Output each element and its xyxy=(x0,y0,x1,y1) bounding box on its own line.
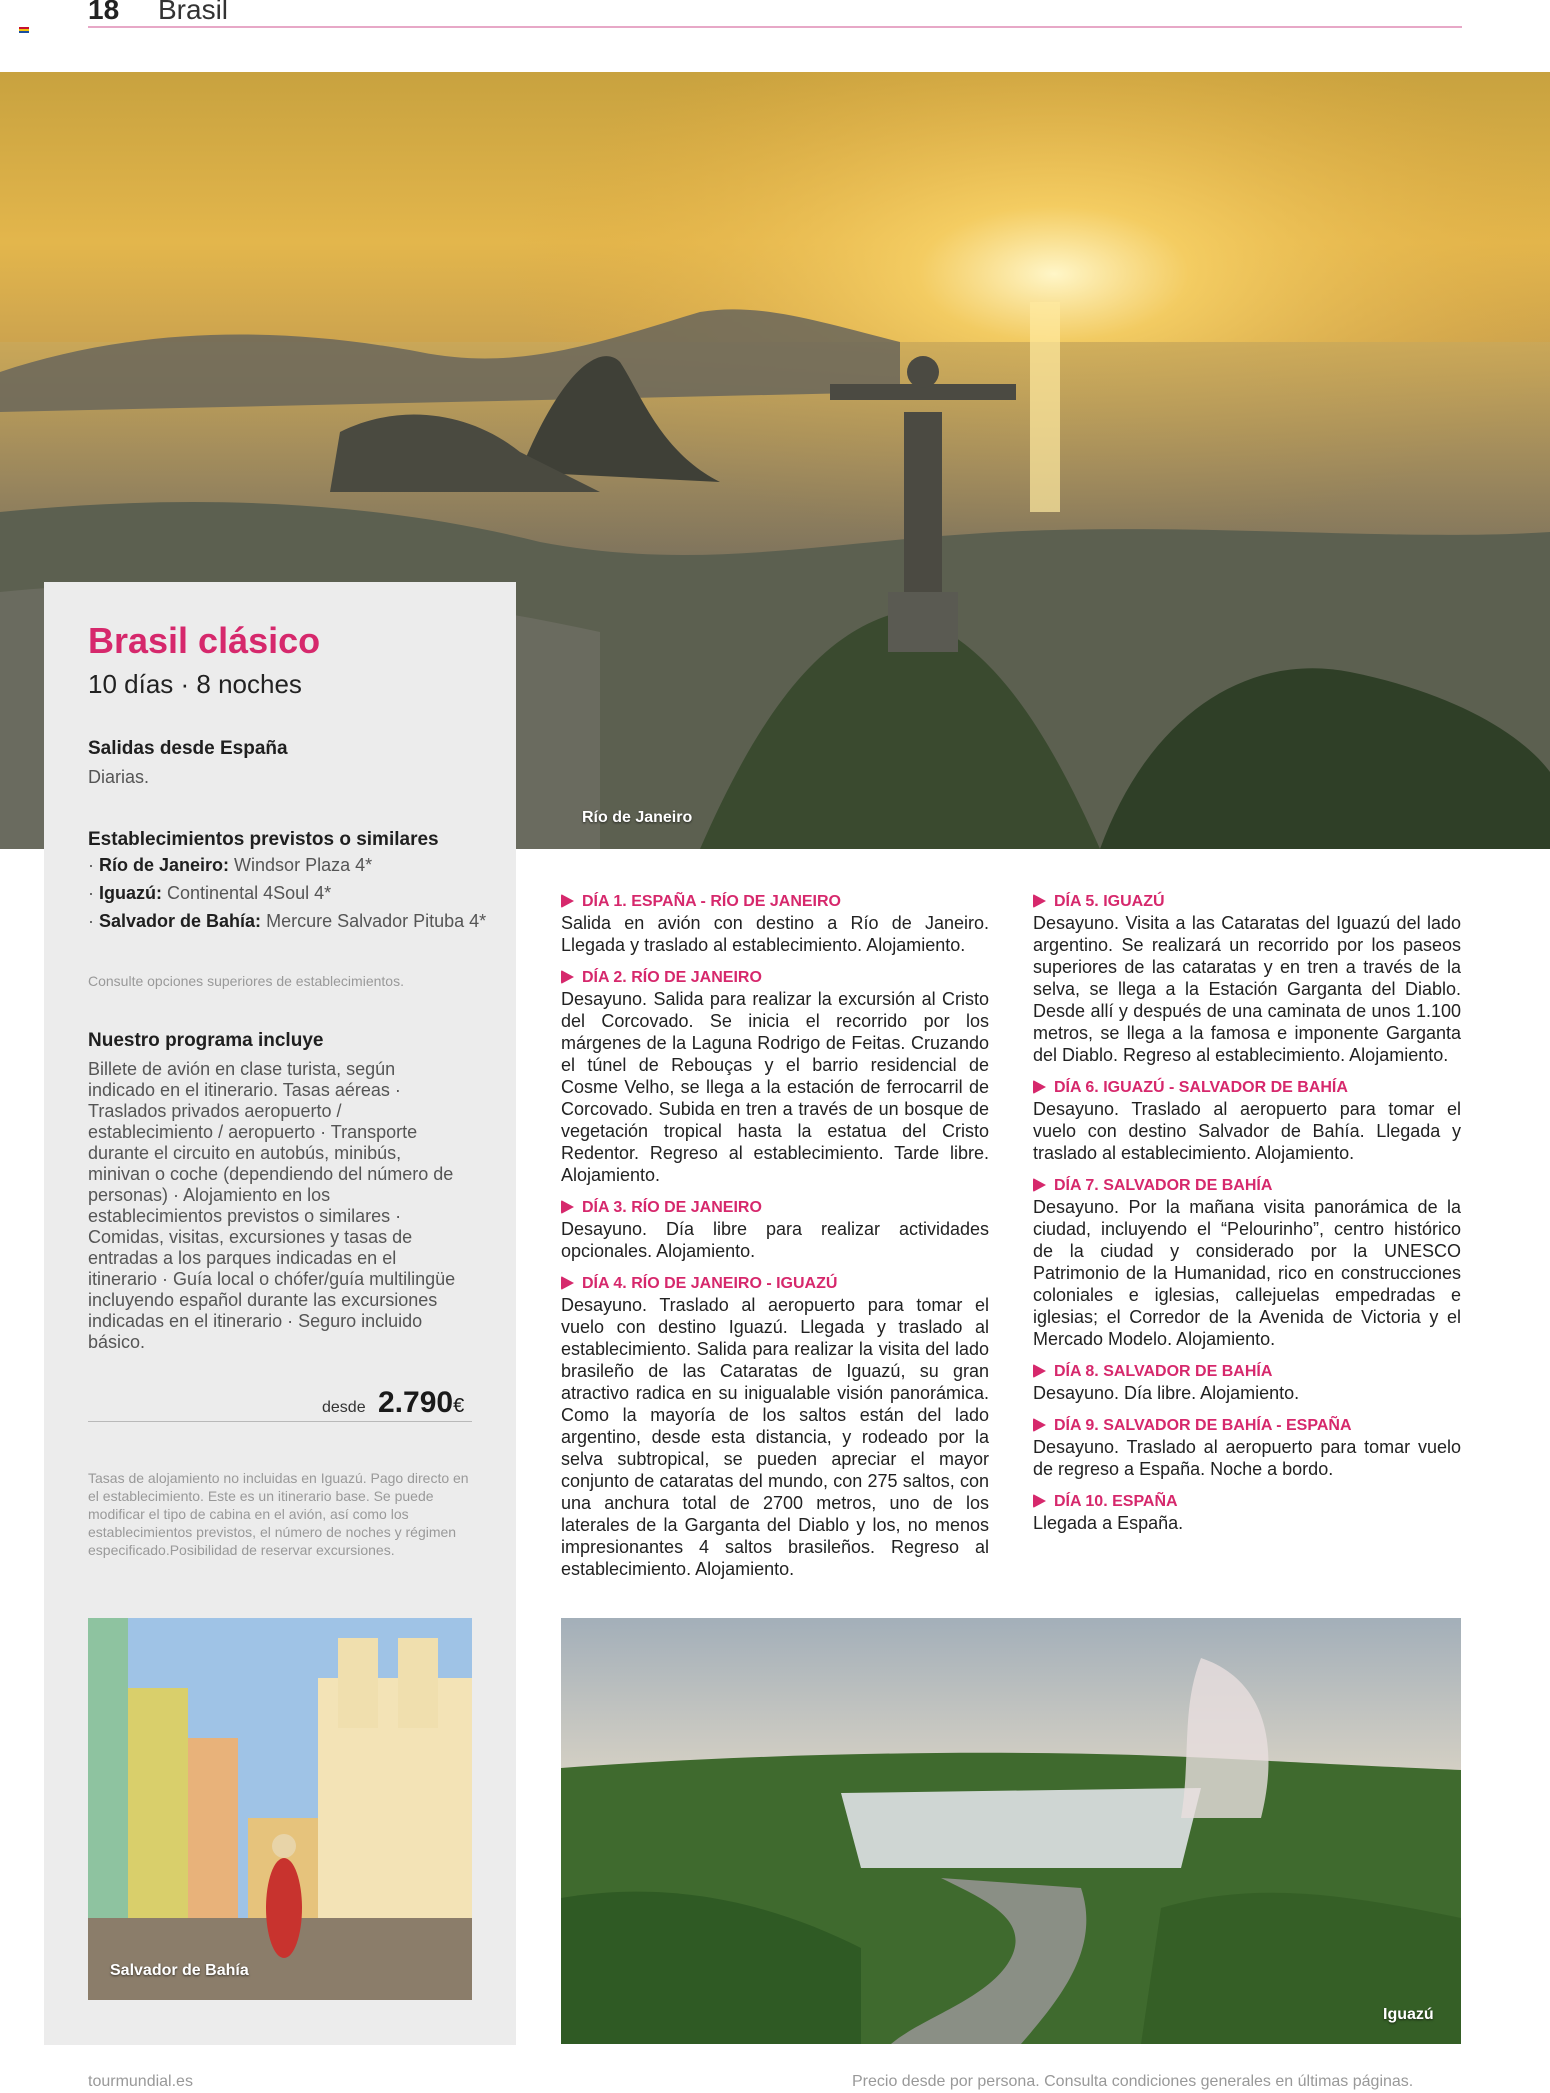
day-description: Salida en avión con destino a Río de Janeiro. Llegada y traslado al establecimiento. Alojamiento. xyxy=(561,913,989,955)
hotel-name: Continental 4Soul 4* xyxy=(167,883,332,903)
itinerary-day xyxy=(1033,1492,1461,1534)
iguazu-photo-caption: Iguazú xyxy=(1383,2006,1434,2023)
includes-heading: Nuestro programa incluye xyxy=(88,1030,324,1051)
day-description: Desayuno. Día libre. Alojamiento. xyxy=(1033,1383,1300,1403)
hotel-city: Iguazú: xyxy=(99,883,162,903)
language-flag-icon xyxy=(19,20,29,26)
day-description: Desayuno. Por la mañana visita panorámica de la ciudad, incluyendo el “Pelourinho”, centro histórico de la ciudad y considerado por la UNESCO Patrimonio de la Humanidad, rico en construcciones coloniales e iglesias, callejuelas empedradas e iglesias; el Corredor de la Avenida de Victoria y el Mercado Modelo. Alojamiento. xyxy=(1033,1197,1461,1349)
departures-heading: Salidas desde España xyxy=(88,738,288,759)
itinerary-day xyxy=(1033,1416,1461,1480)
price-value: 2.790€ xyxy=(378,1386,465,1419)
footer-website-link[interactable]: tourmundial.es xyxy=(88,2073,193,2090)
play-bullet-icon xyxy=(1033,1080,1046,1094)
itinerary-day xyxy=(1033,1078,1461,1164)
trip-title: Brasil clásico xyxy=(88,620,321,661)
photo-salvador-de-bahia xyxy=(88,1618,472,2000)
play-bullet-icon xyxy=(561,1200,574,1214)
itinerary-day xyxy=(561,968,989,1186)
itinerary-day xyxy=(1033,1362,1461,1404)
hotel-item: · Salvador de Bahía: Mercure Salvador Pituba 4* xyxy=(88,911,487,931)
itinerary-day xyxy=(1033,1176,1461,1350)
hotels-note: Consulte opciones superiores de establecimientos. xyxy=(88,973,404,989)
itinerary-day xyxy=(561,1274,989,1580)
photo-iguazu xyxy=(561,1618,1461,2044)
hotel-name: Windsor Plaza 4* xyxy=(234,855,373,875)
day-title: DÍA 5. IGUAZÚ xyxy=(1054,893,1165,910)
play-bullet-icon xyxy=(1033,894,1046,908)
hotel-item: · Río de Janeiro: Windsor Plaza 4* xyxy=(88,855,373,875)
itinerary-column-2 xyxy=(1033,892,1461,1546)
day-title: DÍA 3. RÍO DE JANEIRO xyxy=(582,1199,762,1216)
header-divider xyxy=(88,26,1462,28)
play-bullet-icon xyxy=(561,970,574,984)
day-title: DÍA 10. ESPAÑA xyxy=(1054,1493,1178,1510)
day-description: Desayuno. Día libre para realizar actividades opcionales. Alojamiento. xyxy=(561,1219,989,1261)
hotel-city: Salvador de Bahía: xyxy=(99,911,262,931)
departures-text: Diarias. xyxy=(88,767,150,787)
hero-photo-caption: Río de Janeiro xyxy=(582,809,693,826)
play-bullet-icon xyxy=(1033,1178,1046,1192)
hotel-item: · Iguazú: Continental 4Soul 4* xyxy=(88,883,332,903)
itinerary-day xyxy=(561,1198,989,1262)
price-from-label: desde xyxy=(322,1399,366,1416)
price-conditions-note: Tasas de alojamiento no incluidas en Iguazú. Pago directo en el establecimiento. Este es un itinerario base. Se puede modificar el tipo de cabina en el avión, así como los establecimientos previstos, el número de noches y régimen especificado.Posibilidad de reservar excursiones. xyxy=(88,1470,469,1558)
itinerary-column-1 xyxy=(561,892,989,1592)
day-title: DÍA 7. SALVADOR DE BAHÍA xyxy=(1054,1177,1273,1194)
itinerary-day xyxy=(561,892,989,956)
day-description: Desayuno. Traslado al aeropuerto para tomar el vuelo con destino Salvador de Bahía. Llegada y traslado al establecimiento. Alojamiento. xyxy=(1033,1099,1461,1163)
day-description: Desayuno. Salida para realizar la excursión al Cristo del Corcovado. Se inicia el recorrido por los márgenes de la Laguna Rodrigo de Feitas. Cruzando el túnel de Rebouças y el barrio residencial de Cosme Velho, se llega a la estación de ferrocarril de Corcovado. Subida en tren a través de un bosque de vegetación tropical hasta la estatua del Cristo Redentor. Regreso al establecimiento. Tarde libre. Alojamiento. xyxy=(561,989,989,1185)
play-bullet-icon xyxy=(561,1276,574,1290)
hotel-city: Río de Janeiro: xyxy=(99,855,230,875)
trip-duration: 10 días · 8 noches xyxy=(88,669,302,699)
play-bullet-icon xyxy=(1033,1364,1046,1378)
play-bullet-icon xyxy=(561,894,574,908)
section-title: Brasil xyxy=(158,0,229,25)
day-title: DÍA 8. SALVADOR DE BAHÍA xyxy=(1054,1363,1273,1380)
day-title: DÍA 4. RÍO DE JANEIRO - IGUAZÚ xyxy=(582,1275,838,1292)
play-bullet-icon xyxy=(1033,1494,1046,1508)
day-title: DÍA 6. IGUAZÚ - SALVADOR DE BAHÍA xyxy=(1054,1079,1348,1096)
day-description: Desayuno. Traslado al aeropuerto para tomar vuelo de regreso a España. Noche a bordo. xyxy=(1033,1437,1461,1479)
page-number: 18 xyxy=(88,0,120,25)
footer-disclaimer: Precio desde por persona. Consulta condiciones generales en últimas páginas. xyxy=(852,2073,1414,2090)
itinerary-day xyxy=(1033,892,1461,1066)
day-description: Llegada a España. xyxy=(1033,1513,1184,1533)
play-bullet-icon xyxy=(1033,1418,1046,1432)
hotels-heading: Establecimientos previstos o similares xyxy=(88,829,439,850)
day-title: DÍA 9. SALVADOR DE BAHÍA - ESPAÑA xyxy=(1054,1417,1352,1434)
day-description: Desayuno. Traslado al aeropuerto para tomar el vuelo con destino Iguazú. Llegada y traslado al establecimiento. Salida para realizar la visita del lado brasileño de las Cataratas de Iguazú, su gran atractivo radica en su inigualable visión panorámica. Como la mayoría de los saltos están del lado argentino, desde esta distancia, y rodeado por la selva subtropical, se pueden apreciar el mayor conjunto de cataratas del mundo, con 275 saltos, con una anchura total de 2700 metros, uno de los laterales de la Garganta del Diablo y los, no menos impresionantes 4 saltos brasileños. Regreso al establecimiento. Alojamiento. xyxy=(561,1295,989,1579)
hotel-list xyxy=(88,854,488,938)
day-title: DÍA 1. ESPAÑA - RÍO DE JANEIRO xyxy=(582,893,841,910)
hotel-name: Mercure Salvador Pituba 4* xyxy=(266,911,487,931)
day-description: Desayuno. Visita a las Cataratas del Iguazú del lado argentino. Se realizará un recorrido por los paseos superiores de las cataratas y en tren a través de la selva, se llega a la Estación Garganta del Diablo. Desde allí y después de una caminata de unos 1.100 metros, se llega a la famosa e imponente Garganta del Diablo. Regreso al establecimiento. Alojamiento. xyxy=(1033,913,1461,1065)
day-title: DÍA 2. RÍO DE JANEIRO xyxy=(582,969,762,986)
salvador-photo-caption: Salvador de Bahía xyxy=(110,1962,249,1979)
price-divider xyxy=(88,1421,472,1422)
includes-text: Billete de avión en clase turista, según indicado en el itinerario. Tasas aéreas · Traslados privados aeropuerto / establecimiento / aeropuerto · Transporte durante el circuito en autobús, minibús, minivan o coche (dependiendo del número de personas) · Alojamiento en los establecimientos previstos o similares · Comidas, visitas, excursiones y tasas de entradas a los parques indicadas en el itinerario · Guía local o chófer/guía multilingüe incluyendo español durante las excursiones indicadas en el itinerario · Seguro incluido básico. xyxy=(88,1059,456,1352)
